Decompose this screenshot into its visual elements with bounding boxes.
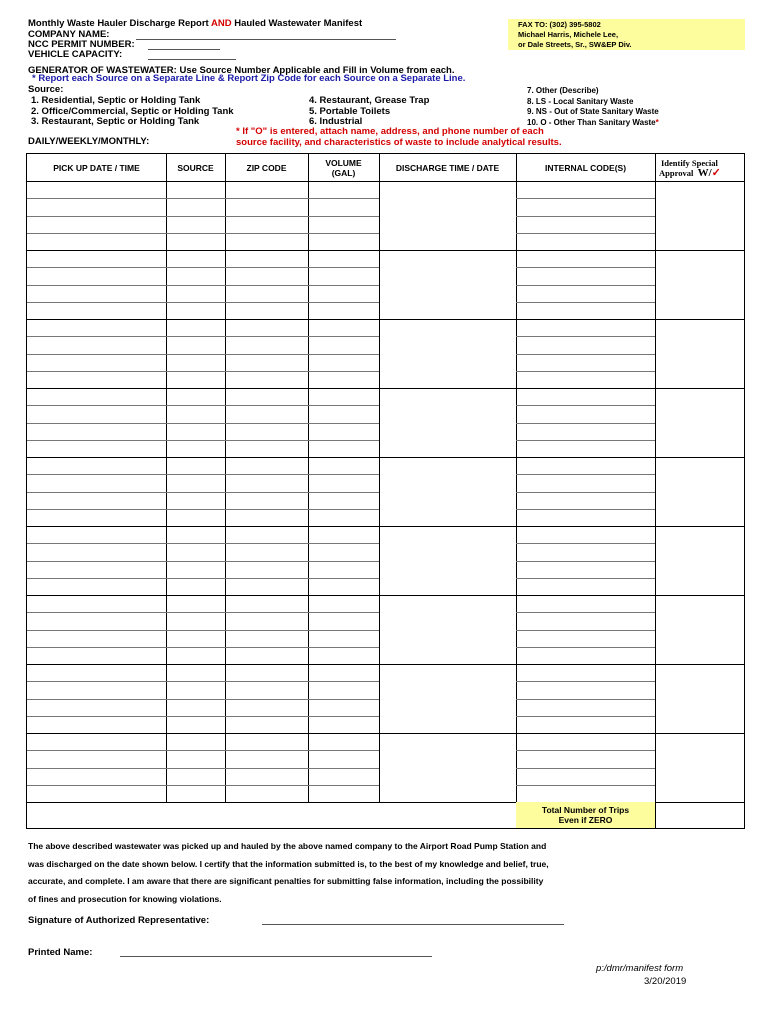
table-cell[interactable] xyxy=(27,319,166,336)
certification-line: The above described wastewater was picked up and hauled by the above named company to the Airport Road Pump Station and xyxy=(28,841,547,851)
table-cell[interactable] xyxy=(225,354,308,371)
table-cell[interactable] xyxy=(27,612,166,629)
table-cell[interactable] xyxy=(516,750,655,767)
table-cell[interactable] xyxy=(166,681,225,698)
hauler-log-table xyxy=(26,153,745,829)
table-cell[interactable] xyxy=(225,647,308,664)
table-cell[interactable] xyxy=(166,492,225,509)
table-cell[interactable] xyxy=(516,285,655,302)
table-cell[interactable] xyxy=(516,440,655,457)
total-line2: Even if ZERO xyxy=(558,815,613,825)
table-cell[interactable] xyxy=(166,699,225,716)
permit-number-field[interactable] xyxy=(148,49,220,50)
source-item-text: 10. O - Other Than Sanitary Waste xyxy=(527,117,656,127)
company-name-label: COMPANY NAME: xyxy=(28,29,110,40)
table-cell[interactable] xyxy=(225,423,308,440)
table-cell[interactable] xyxy=(516,250,655,267)
table-cell[interactable] xyxy=(308,388,379,405)
table-cell[interactable] xyxy=(27,785,166,802)
table-cell[interactable] xyxy=(308,630,379,647)
title-part1: Monthly Waste Hauler Discharge Report xyxy=(28,18,211,29)
table-cell[interactable] xyxy=(27,371,166,388)
table-cell[interactable] xyxy=(308,647,379,664)
table-cell[interactable] xyxy=(308,595,379,612)
table-cell[interactable] xyxy=(516,647,655,664)
generator-note: * Report each Source on a Separate Line & Report Zip Code for each Source on a Separate Line. xyxy=(32,73,466,84)
table-cell[interactable] xyxy=(308,457,379,474)
table-cell[interactable] xyxy=(27,492,166,509)
table-cell[interactable] xyxy=(516,733,655,750)
table-cell[interactable] xyxy=(308,233,379,250)
special-line2 xyxy=(659,168,721,178)
table-cell[interactable] xyxy=(166,733,225,750)
table-cell[interactable] xyxy=(308,612,379,629)
report-title xyxy=(28,19,362,30)
table-cell[interactable] xyxy=(225,302,308,319)
special-mark: W/ xyxy=(697,166,712,179)
col-header-source: SOURCE xyxy=(177,162,214,173)
table-cell[interactable] xyxy=(308,405,379,422)
vehicle-capacity-label: VEHICLE CAPACITY: xyxy=(28,49,123,60)
table-cell[interactable] xyxy=(225,474,308,491)
table-cell[interactable] xyxy=(225,578,308,595)
table-cell[interactable] xyxy=(27,440,166,457)
table-cell[interactable] xyxy=(308,354,379,371)
form-date: 3/20/2019 xyxy=(644,976,687,987)
col-header-special-approval xyxy=(655,154,746,181)
source-item: 8. LS - Local Sanitary Waste xyxy=(527,96,634,106)
table-cell[interactable] xyxy=(308,216,379,233)
special-approval-cell[interactable] xyxy=(655,250,744,319)
source-item: 9. NS - Out of State Sanitary Waste xyxy=(527,107,659,116)
table-cell[interactable] xyxy=(166,336,225,353)
source-item: 7. Other (Describe) xyxy=(527,86,599,95)
table-cell[interactable] xyxy=(516,699,655,716)
table-cell[interactable] xyxy=(516,768,655,785)
table-cell[interactable] xyxy=(516,216,655,233)
table-cell[interactable] xyxy=(516,578,655,595)
discharge-cell[interactable] xyxy=(379,457,516,526)
table-cell[interactable] xyxy=(166,750,225,767)
table-cell[interactable] xyxy=(225,733,308,750)
table-cell[interactable] xyxy=(516,371,655,388)
col-header-zip: ZIP CODE xyxy=(246,162,287,173)
special-approval-cell[interactable] xyxy=(655,319,744,388)
table-cell[interactable] xyxy=(166,250,225,267)
special-approval-cell[interactable] xyxy=(655,457,744,526)
table-cell[interactable] xyxy=(27,733,166,750)
title-part2: Hauled Wastewater Manifest xyxy=(231,18,363,29)
table-cell[interactable] xyxy=(308,319,379,336)
table-cell[interactable] xyxy=(27,647,166,664)
table-cell[interactable] xyxy=(308,561,379,578)
certification-line: was discharged on the date shown below. I certify that the information submitted is, to the best of my knowledge and belief, true, xyxy=(28,858,549,869)
source-item: 3. Restaurant, Septic or Holding Tank xyxy=(31,116,200,127)
table-cell[interactable] xyxy=(516,543,655,560)
table-cell[interactable] xyxy=(225,561,308,578)
table-cell[interactable] xyxy=(166,578,225,595)
fax-box xyxy=(508,19,745,50)
table-cell[interactable] xyxy=(516,354,655,371)
table-cell[interactable] xyxy=(308,785,379,802)
discharge-cell[interactable] xyxy=(379,181,516,250)
table-cell[interactable] xyxy=(308,423,379,440)
table-cell[interactable] xyxy=(225,768,308,785)
table-cell[interactable] xyxy=(516,423,655,440)
table-cell[interactable] xyxy=(225,630,308,647)
discharge-cell[interactable] xyxy=(379,595,516,664)
table-cell[interactable] xyxy=(166,423,225,440)
table-cell[interactable] xyxy=(308,492,379,509)
special-approval-cell[interactable] xyxy=(655,181,744,250)
table-cell[interactable] xyxy=(166,388,225,405)
table-cell[interactable] xyxy=(225,612,308,629)
table-cell[interactable] xyxy=(516,561,655,578)
discharge-cell[interactable] xyxy=(379,733,516,802)
table-cell[interactable] xyxy=(308,526,379,543)
source-list-1 xyxy=(31,96,234,128)
table-cell[interactable] xyxy=(166,216,225,233)
table-cell[interactable] xyxy=(27,250,166,267)
table-cell[interactable] xyxy=(225,595,308,612)
source-item: 6. Industrial xyxy=(309,116,363,127)
table-cell[interactable] xyxy=(225,664,308,681)
table-cell[interactable] xyxy=(516,785,655,802)
table-cell[interactable] xyxy=(166,267,225,284)
table-cell[interactable] xyxy=(308,336,379,353)
table-cell[interactable] xyxy=(27,405,166,422)
table-cell[interactable] xyxy=(516,181,655,198)
table-cell[interactable] xyxy=(166,561,225,578)
special-approval-cell[interactable] xyxy=(655,733,744,802)
fax-number: FAX TO: (302) 395-5802 xyxy=(518,20,601,29)
discharge-cell[interactable] xyxy=(379,664,516,733)
company-name-field[interactable] xyxy=(136,39,396,40)
table-cell[interactable] xyxy=(516,612,655,629)
table-cell[interactable] xyxy=(308,750,379,767)
table-cell[interactable] xyxy=(516,509,655,526)
table-cell[interactable] xyxy=(225,250,308,267)
table-cell[interactable] xyxy=(225,216,308,233)
table-cell[interactable] xyxy=(166,319,225,336)
table-cell[interactable] xyxy=(166,612,225,629)
table-cell[interactable] xyxy=(27,302,166,319)
table-cell[interactable] xyxy=(225,750,308,767)
source-label: Source: xyxy=(28,84,64,95)
table-cell[interactable] xyxy=(516,457,655,474)
table-cell[interactable] xyxy=(308,681,379,698)
table-cell[interactable] xyxy=(225,371,308,388)
table-cell[interactable] xyxy=(27,664,166,681)
table-cell[interactable] xyxy=(516,233,655,250)
table-cell[interactable] xyxy=(27,699,166,716)
table-cell[interactable] xyxy=(166,474,225,491)
table-cell[interactable] xyxy=(27,681,166,698)
table-cell[interactable] xyxy=(27,233,166,250)
table-cell[interactable] xyxy=(166,543,225,560)
special-approval-cell[interactable] xyxy=(655,595,744,664)
table-cell[interactable] xyxy=(308,664,379,681)
frequency-label: DAILY/WEEKLY/MONTHLY: xyxy=(28,136,150,147)
table-cell[interactable] xyxy=(225,267,308,284)
table-cell[interactable] xyxy=(225,716,308,733)
o-note-line2: source facility, and characteristics of waste to include analytical results. xyxy=(236,136,562,148)
table-cell[interactable] xyxy=(166,785,225,802)
check-icon: ✓ xyxy=(711,166,721,179)
table-cell[interactable] xyxy=(516,664,655,681)
table-cell[interactable] xyxy=(308,371,379,388)
table-cell[interactable] xyxy=(516,198,655,215)
table-cell[interactable] xyxy=(308,198,379,215)
table-cell[interactable] xyxy=(308,578,379,595)
special-approval-text: Approval xyxy=(659,167,694,178)
table-cell[interactable] xyxy=(166,647,225,664)
table-cell[interactable] xyxy=(27,561,166,578)
table-cell[interactable] xyxy=(27,630,166,647)
special-approval-cell[interactable] xyxy=(655,526,744,595)
table-cell[interactable] xyxy=(225,509,308,526)
source-item: 5. Portable Toilets xyxy=(309,105,391,117)
table-cell[interactable] xyxy=(225,526,308,543)
table-cell[interactable] xyxy=(27,198,166,215)
special-approval-cell[interactable] xyxy=(655,388,744,457)
table-cell[interactable] xyxy=(308,267,379,284)
special-line1: Identify Special xyxy=(661,157,718,168)
table-cell[interactable] xyxy=(225,319,308,336)
table-cell[interactable] xyxy=(166,371,225,388)
fax-contacts-1: Michael Harris, Michele Lee, xyxy=(518,30,619,39)
table-cell[interactable] xyxy=(166,354,225,371)
table-cell[interactable] xyxy=(225,440,308,457)
table-cell[interactable] xyxy=(308,509,379,526)
table-cell[interactable] xyxy=(516,267,655,284)
certification-line: of fines and prosecution for knowing violations. xyxy=(28,893,222,904)
table-cell[interactable] xyxy=(308,440,379,457)
certification-text xyxy=(28,838,549,908)
volume-line2: (GAL) xyxy=(331,167,356,178)
table-cell[interactable] xyxy=(166,405,225,422)
table-cell[interactable] xyxy=(516,405,655,422)
table-cell[interactable] xyxy=(225,405,308,422)
table-cell[interactable] xyxy=(516,681,655,698)
table-cell[interactable] xyxy=(166,285,225,302)
generator-heading: GENERATOR OF WASTEWATER: Use Source Number Applicable and Fill in Volume from each. xyxy=(28,65,455,76)
permit-number-label: NCC PERMIT NUMBER: xyxy=(28,39,135,50)
table-cell[interactable] xyxy=(308,768,379,785)
table-cell[interactable] xyxy=(516,595,655,612)
total-line1: Total Number of Trips xyxy=(541,805,630,815)
col-header-pickup: PICK UP DATE / TIME xyxy=(53,162,140,173)
table-cell[interactable] xyxy=(308,285,379,302)
table-cell[interactable] xyxy=(27,457,166,474)
table-cell[interactable] xyxy=(225,388,308,405)
source-item: 4. Restaurant, Grease Trap xyxy=(309,95,430,106)
col-header-volume xyxy=(308,154,379,181)
source-item: 1. Residential, Septic or Holding Tank xyxy=(31,95,201,106)
table-cell[interactable] xyxy=(308,474,379,491)
table-cell[interactable] xyxy=(27,526,166,543)
source-item: 2. Office/Commercial, Septic or Holding Tank xyxy=(31,105,234,117)
vehicle-capacity-field[interactable] xyxy=(148,59,236,60)
asterisk: * xyxy=(655,117,659,127)
table-cell[interactable] xyxy=(225,233,308,250)
table-cell[interactable] xyxy=(225,699,308,716)
table-cell[interactable] xyxy=(516,302,655,319)
table-cell[interactable] xyxy=(516,716,655,733)
table-cell[interactable] xyxy=(516,319,655,336)
table-cell[interactable] xyxy=(225,681,308,698)
form-reference: p:/dmr/manifest form xyxy=(596,963,684,974)
signature-field[interactable] xyxy=(262,924,564,925)
table-cell[interactable] xyxy=(27,768,166,785)
table-cell[interactable] xyxy=(166,302,225,319)
table-cell[interactable] xyxy=(225,543,308,560)
table-cell[interactable] xyxy=(166,457,225,474)
table-cell[interactable] xyxy=(166,630,225,647)
signature-label: Signature of Authorized Representative: xyxy=(28,915,210,926)
table-cell[interactable] xyxy=(225,336,308,353)
printed-name-field[interactable] xyxy=(120,956,432,957)
table-cell[interactable] xyxy=(27,285,166,302)
table-cell[interactable] xyxy=(308,699,379,716)
table-cell[interactable] xyxy=(516,526,655,543)
table-cell[interactable] xyxy=(516,630,655,647)
table-cell[interactable] xyxy=(27,509,166,526)
discharge-cell[interactable] xyxy=(379,319,516,388)
table-cell[interactable] xyxy=(225,181,308,198)
table-cell[interactable] xyxy=(27,267,166,284)
col-header-discharge: DISCHARGE TIME / DATE xyxy=(395,162,500,173)
table-cell[interactable] xyxy=(166,526,225,543)
source-list-2 xyxy=(309,96,429,128)
table-cell[interactable] xyxy=(27,716,166,733)
table-cell[interactable] xyxy=(225,457,308,474)
table-cell[interactable] xyxy=(27,423,166,440)
table-cell[interactable] xyxy=(516,336,655,353)
table-cell[interactable] xyxy=(308,302,379,319)
table-cell[interactable] xyxy=(308,250,379,267)
table-cell[interactable] xyxy=(166,181,225,198)
table-cell[interactable] xyxy=(516,388,655,405)
fax-contacts-2: or Dale Streets, Sr., SW&EP Div. xyxy=(518,40,632,49)
total-trips-cell xyxy=(516,802,655,828)
table-cell[interactable] xyxy=(166,198,225,215)
table-cell[interactable] xyxy=(166,716,225,733)
table-cell[interactable] xyxy=(27,474,166,491)
printed-name-label: Printed Name: xyxy=(28,947,93,958)
table-cell[interactable] xyxy=(27,181,166,198)
total-divider-right xyxy=(655,802,656,828)
certification-line: accurate, and complete. I am aware that there are significant penalties for submitting false information, including the possibility xyxy=(28,876,544,886)
table-cell[interactable] xyxy=(27,750,166,767)
table-cell[interactable] xyxy=(166,768,225,785)
table-cell[interactable] xyxy=(27,216,166,233)
table-cell[interactable] xyxy=(225,492,308,509)
table-cell[interactable] xyxy=(225,198,308,215)
discharge-cell[interactable] xyxy=(379,388,516,457)
table-cell[interactable] xyxy=(225,285,308,302)
discharge-cell[interactable] xyxy=(379,250,516,319)
o-note xyxy=(236,127,562,148)
table-cell[interactable] xyxy=(225,785,308,802)
table-cell[interactable] xyxy=(308,543,379,560)
table-cell[interactable] xyxy=(27,543,166,560)
table-cell[interactable] xyxy=(308,181,379,198)
special-approval-cell[interactable] xyxy=(655,664,744,733)
table-cell[interactable] xyxy=(516,492,655,509)
table-cell[interactable] xyxy=(27,336,166,353)
title-and: AND xyxy=(211,18,232,29)
volume-line1: VOLUME xyxy=(325,157,362,168)
table-cell[interactable] xyxy=(166,509,225,526)
table-cell[interactable] xyxy=(166,595,225,612)
table-cell[interactable] xyxy=(308,733,379,750)
table-cell[interactable] xyxy=(27,354,166,371)
table-cell[interactable] xyxy=(27,578,166,595)
table-cell[interactable] xyxy=(27,595,166,612)
table-cell[interactable] xyxy=(166,664,225,681)
table-cell[interactable] xyxy=(308,716,379,733)
table-cell[interactable] xyxy=(27,388,166,405)
o-note-line1: * If "O" is entered, attach name, address, and phone number of each xyxy=(236,126,544,137)
discharge-cell[interactable] xyxy=(379,526,516,595)
table-cell[interactable] xyxy=(166,233,225,250)
table-cell[interactable] xyxy=(166,440,225,457)
table-cell[interactable] xyxy=(516,474,655,491)
source-list-3 xyxy=(527,86,659,128)
col-header-internal: INTERNAL CODE(S) xyxy=(544,162,627,173)
